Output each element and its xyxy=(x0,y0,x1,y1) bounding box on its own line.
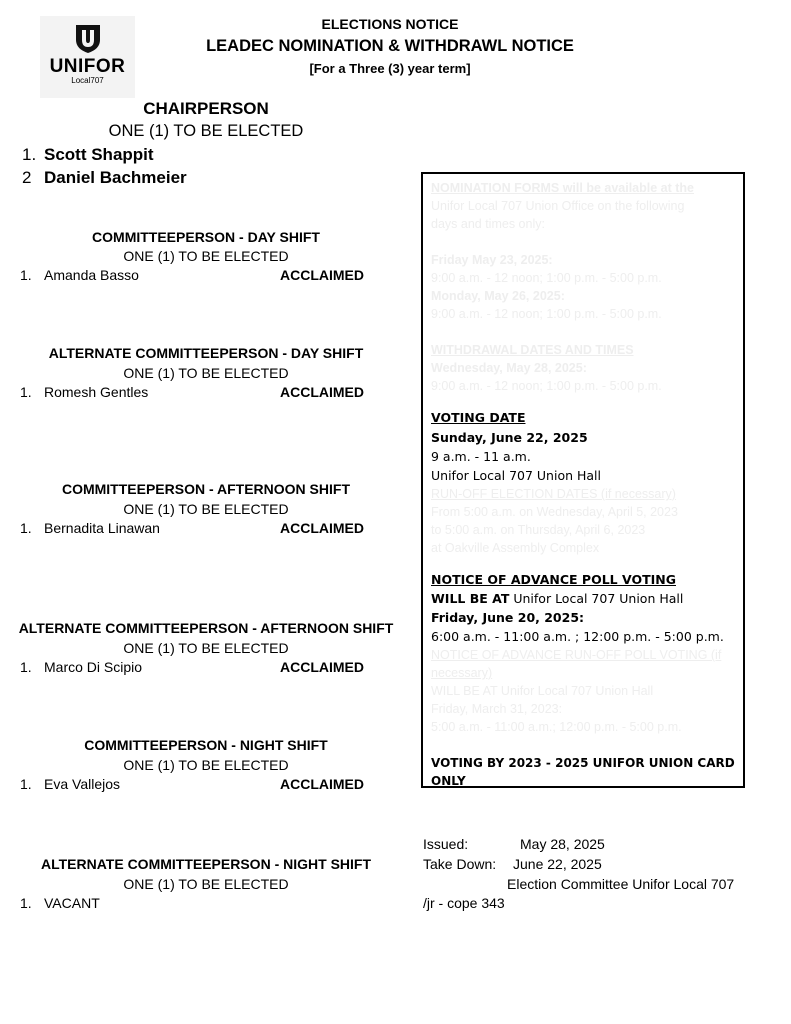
faded-line: Monday, May 26, 2025: xyxy=(431,289,565,303)
candidate-row xyxy=(20,520,160,536)
acclaimed-status: ACCLAIMED xyxy=(280,267,364,283)
candidate-name: Bernadita Linawan xyxy=(44,520,160,536)
notice-term: [For a Three (3) year term] xyxy=(309,61,471,76)
candidate-row xyxy=(20,267,139,283)
position-title: COMMITTEEPERSON - DAY SHIFT xyxy=(92,229,320,245)
voting-info-box xyxy=(421,172,745,788)
candidate-number: 1. xyxy=(20,776,32,792)
faded-line: 9:00 a.m. - 12 noon; 1:00 p.m. - 5:00 p.m. xyxy=(431,307,662,321)
faded-line: From 5:00 a.m. on Wednesday, April 5, 2023 xyxy=(431,505,678,519)
candidate-number: 1. xyxy=(22,145,37,164)
position-subtitle: ONE (1) TO BE ELECTED xyxy=(123,876,289,892)
candidate-number: 1. xyxy=(20,384,32,400)
faded-line xyxy=(431,323,737,341)
faded-line: days and times only: xyxy=(431,217,545,231)
position-title: COMMITTEEPERSON - NIGHT SHIFT xyxy=(84,737,328,753)
candidate-number: 2 xyxy=(22,168,32,187)
faded-line: 9:00 a.m. - 12 noon; 1:00 p.m. - 5:00 p.m. xyxy=(431,271,662,285)
chairperson-candidate xyxy=(22,145,154,165)
info-box-content xyxy=(431,179,737,790)
runoff-faded xyxy=(431,485,737,557)
faded-line: RUN-OFF ELECTION DATES (if necessary) xyxy=(431,487,676,501)
voting-date: Sunday, June 22, 2025 xyxy=(431,430,588,445)
issued-date: May 28, 2025 xyxy=(520,836,605,852)
faded-line xyxy=(431,233,737,251)
candidate-name: Marco Di Scipio xyxy=(44,659,143,675)
takedown-date: June 22, 2025 xyxy=(513,856,602,872)
faded-line: necessary) xyxy=(431,666,493,680)
voting-place: Unifor Local 707 Union Hall xyxy=(431,468,602,483)
faded-line: Friday, March 31, 2023: xyxy=(431,702,563,716)
candidate-number: 1. xyxy=(20,520,32,536)
candidate-number: 1. xyxy=(20,895,32,911)
faded-line: Wednesday, May 28, 2025: xyxy=(431,361,587,375)
position-subtitle: ONE (1) TO BE ELECTED xyxy=(123,501,289,517)
candidate-number: 1. xyxy=(20,659,32,675)
position-subtitle: ONE (1) TO BE ELECTED xyxy=(123,365,289,381)
candidate-row xyxy=(20,384,148,400)
candidate-row xyxy=(20,776,120,792)
faded-line: NOTICE OF ADVANCE RUN-OFF POLL VOTING (if xyxy=(431,648,722,662)
advance-poll-date: Friday, June 20, 2025: xyxy=(431,610,585,625)
faded-line: 9:00 a.m. - 12 noon; 1:00 p.m. - 5:00 p.m. xyxy=(431,379,662,393)
advance-runoff-faded xyxy=(431,646,737,736)
acclaimed-status: ACCLAIMED xyxy=(280,659,364,675)
candidate-row xyxy=(20,659,142,675)
candidate-name: Eva Vallejos xyxy=(44,776,121,792)
position-subtitle: ONE (1) TO BE ELECTED xyxy=(123,757,289,773)
acclaimed-status: ACCLAIMED xyxy=(280,776,364,792)
advance-at-place: Unifor Local 707 Union Hall xyxy=(513,591,684,606)
position-title: ALTERNATE COMMITTEEPERSON - DAY SHIFT xyxy=(48,345,364,361)
faded-line: WITHDRAWAL DATES AND TIMES xyxy=(431,343,634,357)
position-title: ALTERNATE COMMITTEEPERSON - AFTERNOON SHIFT xyxy=(18,620,394,636)
candidate-name: Amanda Basso xyxy=(44,267,139,283)
position-title: ALTERNATE COMMITTEEPERSON - NIGHT SHIFT xyxy=(40,856,372,872)
chairperson-subtitle: ONE (1) TO BE ELECTED xyxy=(108,122,304,140)
faded-line: at Oakville Assembly Complex xyxy=(431,541,600,555)
candidate-number: 1. xyxy=(20,267,32,283)
chairperson-title: CHAIRPERSON xyxy=(143,99,269,118)
issued-label: Issued: xyxy=(423,836,469,852)
advance-poll-time: 6:00 a.m. - 11:00 a.m. ; 12:00 p.m. - 5:00 p.m. xyxy=(431,629,724,644)
notice-heading: ELECTIONS NOTICE xyxy=(321,16,459,32)
faded-line: to 5:00 a.m. on Thursday, April 6, 2023 xyxy=(431,523,646,537)
takedown-label: Take Down: xyxy=(423,856,497,872)
logo-wordmark: UNIFOR xyxy=(49,56,126,77)
position-title: COMMITTEEPERSON - AFTERNOON SHIFT xyxy=(61,481,351,497)
candidate-name: Romesh Gentles xyxy=(44,384,149,400)
faded-line: Friday May 23, 2025: xyxy=(431,253,553,267)
position-subtitle: ONE (1) TO BE ELECTED xyxy=(123,248,289,264)
acclaimed-status: ACCLAIMED xyxy=(280,520,364,536)
advance-at-label: WILL BE AT xyxy=(431,591,510,606)
election-committee: Election Committee Unifor Local 707 xyxy=(507,876,735,892)
reference-code: /jr - cope 343 xyxy=(423,895,505,911)
union-card-note: VOTING BY 2023 - 2025 UNIFOR UNION CARD xyxy=(431,756,735,770)
candidate-name: Daniel Bachmeier xyxy=(44,168,187,187)
union-card-note-cont: ONLY xyxy=(431,774,466,788)
candidate-name: VACANT xyxy=(44,895,100,911)
faded-line: Unifor Local 707 Union Office on the following xyxy=(431,199,685,213)
voting-date-heading: VOTING DATE xyxy=(431,410,526,425)
faded-line: WILL BE AT Unifor Local 707 Union Hall xyxy=(431,684,654,698)
position-subtitle: ONE (1) TO BE ELECTED xyxy=(123,640,289,656)
advance-poll-heading: NOTICE OF ADVANCE POLL VOTING xyxy=(431,572,676,587)
candidate-name: Scott Shappit xyxy=(44,145,154,164)
notice-title: LEADEC NOMINATION & WITHDRAWL NOTICE xyxy=(206,37,574,55)
chairperson-candidate xyxy=(22,168,187,188)
logo-local: Local707 xyxy=(71,76,104,85)
candidate-row xyxy=(20,895,100,911)
nomination-withdrawal-faded xyxy=(431,179,737,395)
faded-line: 5:00 a.m. - 11:00 a.m.; 12:00 p.m. - 5:00 p.m. xyxy=(431,720,682,734)
faded-line: NOMINATION FORMS will be available at the xyxy=(431,181,695,195)
voting-time: 9 a.m. - 11 a.m. xyxy=(431,449,531,464)
advance-poll-location xyxy=(431,590,737,608)
acclaimed-status: ACCLAIMED xyxy=(280,384,364,400)
